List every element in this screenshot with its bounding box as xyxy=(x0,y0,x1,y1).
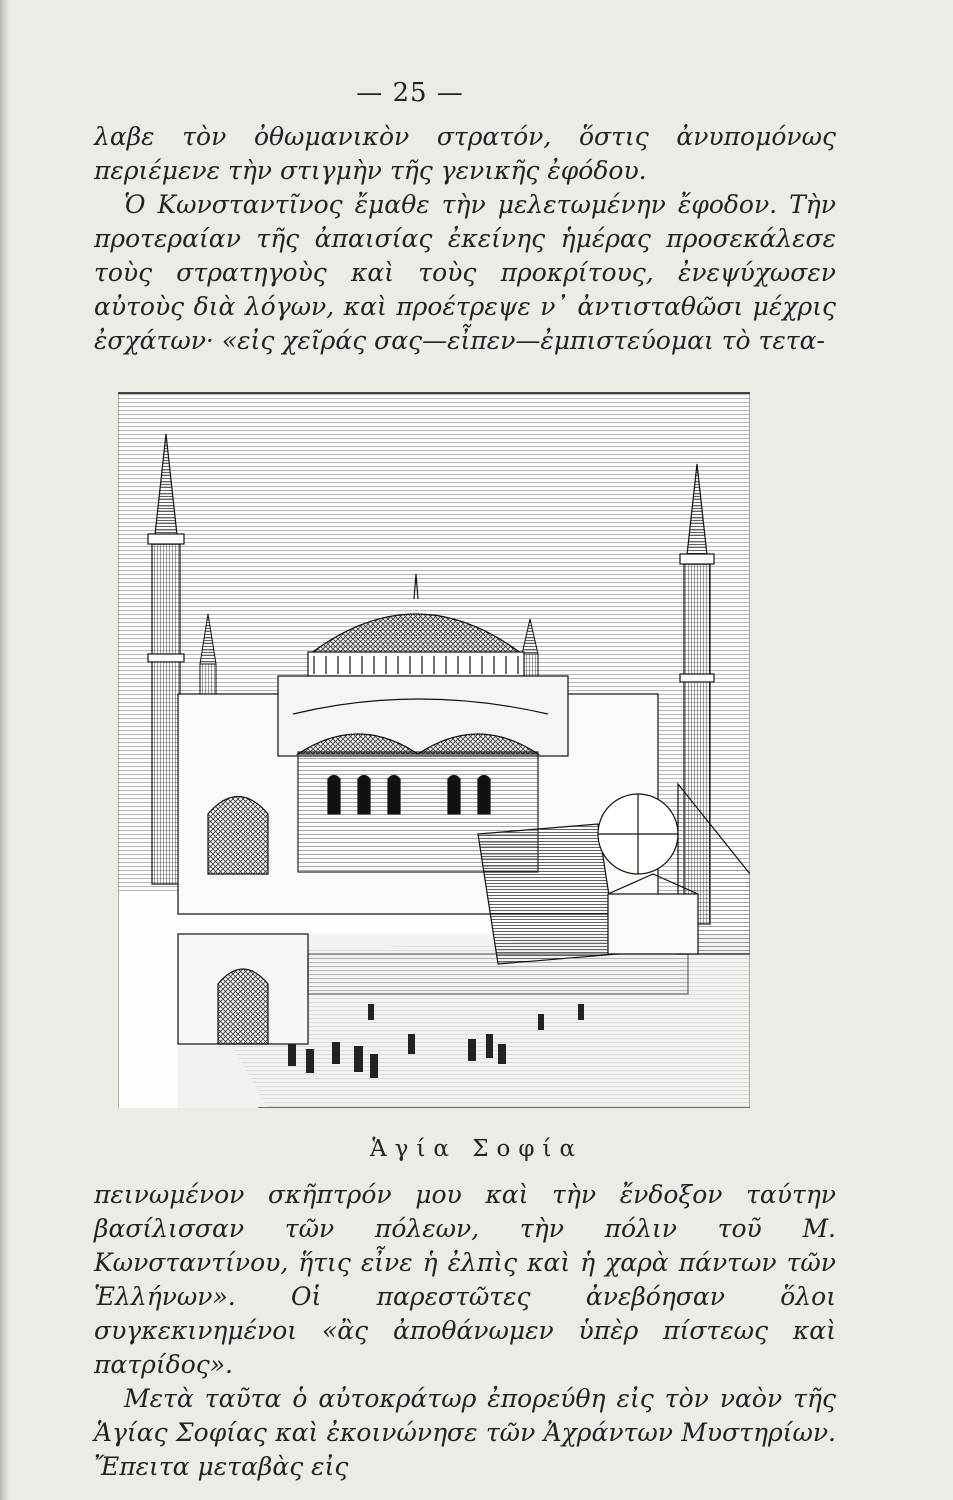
paragraph: Μετὰ ταῦτα ὁ αὐτοκράτωρ ἐπορεύθη εἰς τὸν ναὸν τῆς Ἁγίας Σοφίας καὶ ἐκοινώνησε τῶν Ἀχράντων Μυστηρίων. Ἔπειτα μεταβὰς εἰς xyxy=(94,1384,836,1481)
hagia-sophia-engraving xyxy=(118,392,750,1108)
text-block-top xyxy=(94,120,836,358)
page-edge-shadow xyxy=(0,0,10,1500)
text-block-bottom xyxy=(94,1178,836,1484)
page-number: — 25 — xyxy=(356,78,464,108)
figure-caption: Ἁγία Σοφία xyxy=(370,1136,583,1162)
paragraph: λαβε τὸν ὀθωμανικὸν στρατόν, ὅστις ἀνυπομόνως περιέμενε τὴν στιγμὴν τῆς γενικῆς ἐφόδου. xyxy=(94,122,836,185)
paragraph: πεινωμένον σκῆπτρόν μου καὶ τὴν ἔνδοξον ταύτην βασίλισσαν τῶν πόλεων, τὴν πόλιν τοῦ Μ. Κωνσταντίνου, ἥτις εἶνε ἡ ἐλπὶς καὶ ἡ χαρὰ πάντων τῶν Ἑλλήνων». Οἱ παρεστῶτες ἀνεβόησαν ὅλοι συγκεκινημένοι «ἂς ἀποθάνωμεν ὑπὲρ πίστεως καὶ πατρίδος». xyxy=(94,1180,836,1379)
paragraph: Ὁ Κωνσταντῖνος ἔμαθε τὴν μελετωμένην ἔφοδον. Τὴν προτεραίαν τῆς ἀπαισίας ἐκείνης ἡμέρας προσεκάλεσε τοὺς στρατηγοὺς καὶ τοὺς προκρίτους, ἐνεψύχωσεν αὐτοὺς διὰ λόγων, καὶ προέτρεψε ν᾽ ἀντισταθῶσι μέχρις ἐσχάτων· «εἰς χεῖράς σας—εἶπεν—ἐμπιστεύομαι τὸ τετα- xyxy=(94,190,836,355)
